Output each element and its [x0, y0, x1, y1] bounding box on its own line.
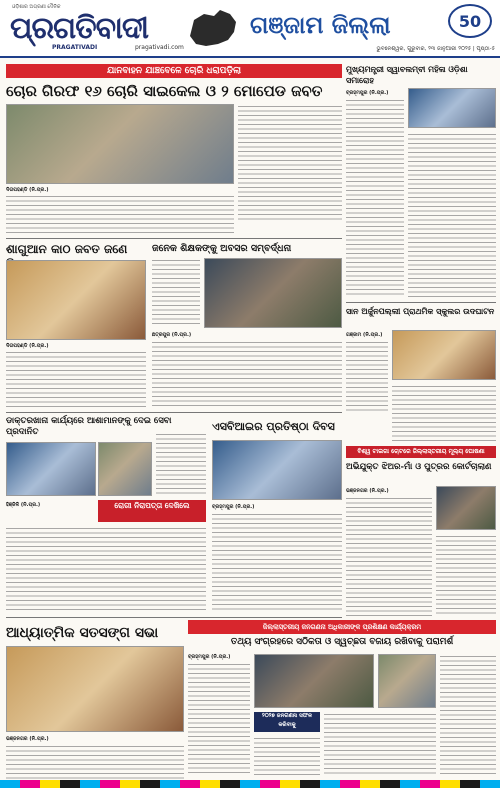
story1-text — [238, 104, 342, 220]
story2-text — [6, 350, 146, 408]
story7-inset: ୨୦୨୭ ଜନଗଣନା ସଫଳ କରିବାକୁ — [254, 712, 320, 732]
right1-text-b — [408, 132, 496, 298]
story7 — [188, 620, 496, 778]
story4-headline[interactable]: ଡାକ୍ତରଖାନା କାର୍ଯ୍ୟରେ ଆଶାମାନଙ୍କୁ ଦେଇ ସେବା ପ୍ରଦାନିତ — [6, 416, 172, 437]
story7-text-c — [440, 654, 496, 776]
tagline: ଓଡ଼ିଶାର ଅଗ୍ରଣୀ ଦୈନିକ — [12, 4, 61, 10]
district-title: ଗଞ୍ଜାମ ଜିଲ୍ଲା — [250, 10, 391, 39]
right3-text-b — [436, 534, 496, 616]
divider — [6, 412, 342, 413]
story4-badge: ରୋଗୀ ନିରାପତ୍ତା ଦେଖିଲେ — [98, 500, 206, 522]
website-link[interactable]: pragativadi.com — [135, 44, 184, 51]
story4-text-side — [156, 432, 206, 496]
right2-headline[interactable]: ସାନ ଅର୍ଜୁନପଲ୍ଲୀ ପ୍ରାଥମିକ ସ୍କୁଲର ଉଦଘାଟନ — [346, 306, 495, 316]
story7-photo-b — [378, 654, 436, 708]
story7-text-d — [254, 736, 320, 776]
story6-headline[interactable]: ଆଧ୍ୟାତ୍ମିକ ସତସଙ୍ଗ ସଭା — [6, 625, 159, 641]
story7-byline: ବ୍ରହ୍ମପୁର (ନି.ପ୍ର.) — [188, 654, 231, 660]
story7-kicker: ଜିଲ୍ଲାସ୍ତରୀୟ ଜନଗଣନା ଅଧିକାରୀଙ୍କ ପ୍ରଶିକ୍ଷଣ କାର୍ଯ୍ୟକ୍ରମ — [188, 620, 496, 634]
print-color-bar — [0, 780, 500, 788]
story3-text-side — [152, 258, 200, 326]
right1-byline: ବ୍ରହ୍ମପୁର (ନି.ପ୍ର.) — [346, 90, 389, 96]
story4-byline: ହିଞ୍ଜିଳି (ନି.ପ୍ର.) — [6, 502, 41, 508]
right2-byline: ଗଞ୍ଜାମ (ନି.ପ୍ର.) — [346, 332, 383, 338]
divider — [6, 617, 342, 618]
right1-headline[interactable]: ମୁଖ୍ୟମନ୍ତ୍ରୀ ସ୍ୱାବଲମ୍ବୀ ମହିଳା ଓଡ଼ିଶା ସମାରୋହ — [346, 64, 468, 85]
right3-kicker: ବିଶ୍ୱ ଟାଇଗା ଚୋଟରେ ଜିଲ୍ଲାସ୍ତରୀୟ ମୂଲ୍ୟ ଘୋଷଣା — [346, 446, 496, 458]
story1-text-lower — [6, 194, 234, 234]
right2-photo — [392, 330, 496, 380]
story4-photo-b — [98, 442, 152, 496]
story3-text — [152, 340, 342, 408]
district-map-icon — [184, 6, 242, 50]
story7-photo-a — [254, 654, 374, 708]
divider — [346, 302, 496, 303]
newspaper-logo[interactable]: ପ୍ରଗତିବାଦୀ — [10, 11, 149, 46]
right1-photo — [408, 88, 496, 128]
story2-headline[interactable]: ଶାଗୁଆନ କାଠ ଜବତ ଜଣେ — [6, 242, 128, 256]
right3-photo — [436, 486, 496, 530]
story2-photo — [6, 260, 146, 340]
story7-text-b — [324, 712, 436, 776]
story5-text — [212, 512, 342, 612]
story1-headline[interactable]: ଚୋର ଗିରଫ ୧୬ ଚୋରି ସାଇକେଲ ଓ ୨ ମୋପେଡ ଜବତ — [6, 82, 323, 100]
story6-photo — [6, 646, 184, 732]
right1-text-a — [346, 98, 404, 298]
right3-byline: ଭଞ୍ଜନଗର (ନି.ପ୍ର.) — [346, 488, 389, 494]
story1-kicker: ଯାନବାହନ ଯାଞ୍ଚବେଳେ ଚୋରି ଧରାପଡ଼ିଲା — [6, 64, 342, 78]
story3-headline[interactable]: ଜନେକ ଶିକ୍ଷକଙ୍କୁ ଅବସର ସମ୍ବର୍ଦ୍ଧନା — [152, 243, 292, 254]
story4-text — [6, 526, 206, 612]
story5-byline: ବ୍ରହ୍ମପୁର (ନି.ପ୍ର.) — [212, 504, 255, 510]
logo-latin: PRAGATIVADI — [52, 44, 98, 51]
right2-text-a — [346, 340, 388, 412]
right2-text-b — [392, 384, 496, 442]
story2-byline: ଦିଗପହଣ୍ଡି (ନି.ପ୍ର.) — [6, 343, 49, 349]
story4-photo-a — [6, 442, 96, 496]
story5-photo — [212, 440, 342, 500]
story5-headline[interactable]: ଏସବିଆଇର ପ୍ରତିଷ୍ଠା ଦିବସ — [212, 420, 335, 433]
story7-text-a — [188, 662, 250, 776]
story6-byline: ଭଞ୍ଜନଗର (ନି.ପ୍ର.) — [6, 736, 49, 742]
divider — [6, 238, 342, 239]
masthead — [0, 0, 500, 58]
right3-headline[interactable]: ଅଭିଯୁକ୍ତ ଝିଅର-ମାଁ ଓ ପୁତ୍ରର କୋର୍ଟଚାଲାଣ — [346, 462, 492, 472]
story3-byline: ଛତ୍ରପୁର (ନି.ପ୍ର.) — [152, 332, 192, 338]
anniversary-logo: 50 — [448, 4, 492, 38]
right3-text-a — [346, 496, 432, 616]
story1-byline: ଦିଗପହଣ୍ଡି (ନି.ପ୍ର.) — [6, 187, 49, 193]
story7-headline[interactable]: ତଥ୍ୟ ସଂଗ୍ରହରେ ସଠିକତା ଓ ସ୍ୱଚ୍ଛତା ବଜାୟ ରଖିବାକୁ ପରାମର୍ଶ — [230, 637, 454, 647]
story3-photo — [204, 258, 342, 328]
story1-photo — [6, 104, 234, 184]
dateline: ଭୁବନେଶ୍ୱର, ଗୁରୁବାର, ୨୩ ଜାନୁଆରୀ ୨୦୨୫ | ପୃଷ୍ଠା-୫ — [376, 46, 495, 52]
